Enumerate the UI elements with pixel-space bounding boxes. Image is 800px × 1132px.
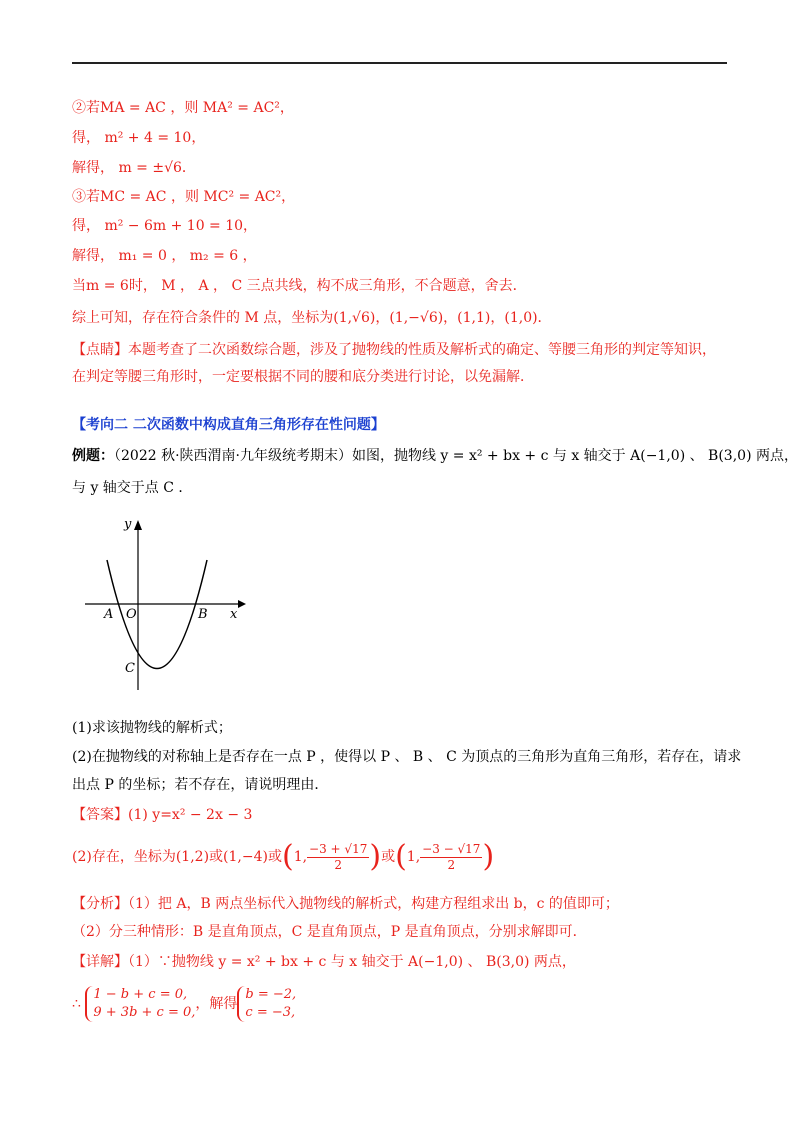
- equation-system-1: [85, 986, 195, 1022]
- paren-open-4: (: [395, 839, 407, 874]
- question-2-line-1: (2)在抛物线的对称轴上是否存在一点 P ，使得以 P 、 B 、 C 为顶点的三角形为直角三角形，若存在，请求: [72, 749, 742, 765]
- y-axis-arrow: [134, 520, 142, 530]
- detail-label: 【详解】: [72, 954, 128, 970]
- text-line-2: 得， m² + 4 = 10，: [72, 130, 206, 146]
- answer-label: 【答案】: [72, 807, 128, 823]
- detail-line-1: [72, 952, 576, 972]
- paren-close-3: ): [369, 839, 382, 874]
- system-1-row-2: 9 + 3b + c = 0,: [93, 1005, 196, 1020]
- equation-system-2: [237, 986, 296, 1022]
- section-title: 【考向二 二次函数中构成直角三角形存在性问题】: [72, 417, 385, 433]
- fraction-4-denominator: 2: [447, 857, 456, 872]
- fraction-3-numerator: −3 + √17: [309, 841, 368, 856]
- point-b-label: B: [198, 607, 208, 622]
- answer-2-prefix: (2)存在，坐标为: [72, 849, 176, 865]
- answer-2-point-2: (1,−4): [223, 849, 268, 865]
- answer-1: (1) y=x² − 2x − 3: [128, 807, 253, 823]
- answer-2-point-3-fraction: [307, 842, 369, 873]
- system-2-row-2: c = −3,: [245, 1005, 296, 1020]
- text-line-8: 综上可知，存在符合条件的 M 点，坐标为(1,√6)，(1,−√6)，(1,1)，(1,0)．: [72, 310, 552, 326]
- example-label: 例题：: [72, 448, 114, 464]
- example-text-1: （2022 秋·陕西渭南·九年级统考期末）如图，抛物线 y = x² + bx + c 与 x 轴交于 A(−1,0) 、 B(3,0) 两点，: [114, 448, 798, 464]
- therefore-symbol: ∴: [72, 996, 81, 1012]
- analysis-label: 【分析】: [72, 896, 128, 912]
- detail-system-line: [72, 984, 296, 1024]
- analysis-line-1: [72, 894, 619, 914]
- question-1: (1)求该抛物线的解析式；: [72, 720, 232, 736]
- point-a-label: A: [104, 607, 114, 622]
- x-axis-arrow: [238, 600, 246, 608]
- paren-open-3: (: [281, 839, 294, 874]
- analysis-1: （1）把 A，B 两点坐标代入抛物线的解析式，构建方程组求出 b，c 的值即可；: [128, 896, 619, 912]
- text-line-1: ②若MA = AC ，则 MA² = AC²，: [72, 100, 294, 116]
- text-line-6: 解得， m₁ = 0 ， m₂ = 6 ，: [72, 248, 257, 264]
- y-axis-label: y: [124, 517, 132, 532]
- analysis-line-2: （2）分三种情形：B 是直角顶点，C 是直角顶点，P 是直角顶点，分别求解即可．: [72, 924, 587, 940]
- parabola-figure: [80, 512, 255, 692]
- note-line-1: 【点睛】本题考查了二次函数综合题，涉及了抛物线的性质及解析式的确定、等腰三角形的判定等知识，: [72, 342, 716, 358]
- question-2-line-2: 出点 P 的坐标；若不存在，请说明理由．: [72, 777, 329, 793]
- answer-2-point-3-x: 1,: [293, 849, 308, 865]
- answer-2-point-4-fraction: [420, 842, 482, 873]
- system-2-row-1: b = −2,: [245, 987, 297, 1002]
- text-line-3: 解得， m = ±√6．: [72, 160, 196, 176]
- text-line-4: ③若MC = AC ，则 MC² = AC²，: [72, 189, 296, 205]
- point-c-label: C: [125, 661, 135, 676]
- example-line-2: 与 y 轴交于点 C ．: [72, 480, 193, 496]
- answer-2-point-4-x: 1,: [406, 849, 421, 865]
- system-1-row-1: 1 − b + c = 0,: [93, 987, 188, 1002]
- answer-line-1: [72, 805, 252, 825]
- text-line-7: 当m = 6时， M ， A ， C 三点共线，构不成三角形，不合题意，舍去．: [72, 278, 527, 294]
- x-axis-label: x: [230, 607, 238, 622]
- fraction-3-denominator: 2: [334, 857, 343, 872]
- solve-text: ，解得: [195, 996, 238, 1012]
- parabola-curve: [107, 560, 207, 669]
- note-line-2: 在判定等腰三角形时，一定要根据不同的腰和底分类进行讨论，以免漏解．: [72, 369, 534, 385]
- detail-text: （1）∵抛物线 y = x² + bx + c 与 x 轴交于 A(−1,0) 、 B(3,0) 两点，: [128, 954, 576, 970]
- origin-label: O: [126, 607, 137, 622]
- answer-2-point-1: (1,2): [175, 849, 210, 865]
- answer-2-or-1: 或: [209, 849, 224, 865]
- answer-2-or-3: 或: [381, 849, 396, 865]
- paren-close-4: ): [482, 839, 495, 874]
- text-line-5: 得， m² − 6m + 10 = 10，: [72, 218, 258, 234]
- header-rule: [72, 62, 727, 64]
- fraction-4-numerator: −3 − √17: [422, 841, 481, 856]
- answer-2-or-2: 或: [267, 849, 282, 865]
- answer-line-2: [72, 832, 494, 882]
- example-line-1: [72, 446, 798, 466]
